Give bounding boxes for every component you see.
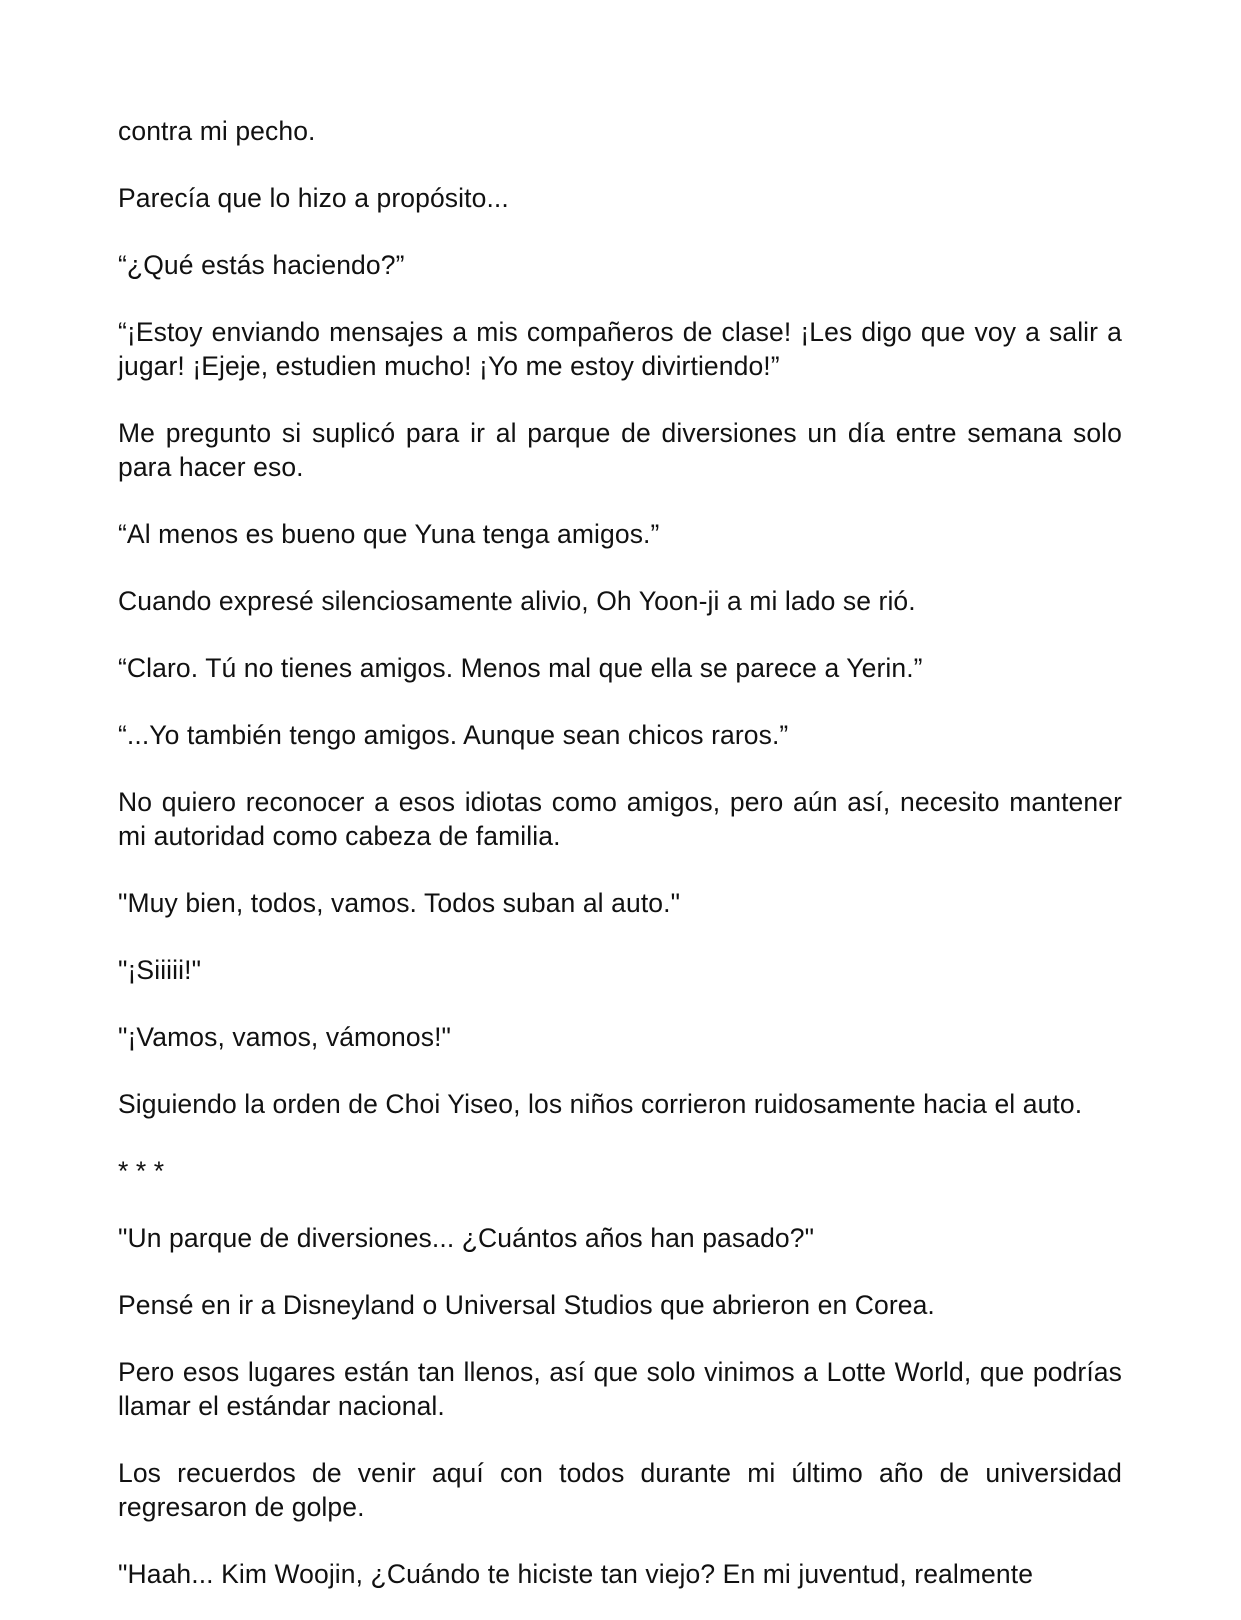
dialogue-line: "Haah... Kim Woojin, ¿Cuándo te hiciste tan viejo? En mi juventud, realmente	[118, 1559, 1034, 1589]
paragraph: Pensé en ir a Disneyland o Universal Studios que abrieron en Corea.	[118, 1290, 935, 1320]
dialogue-line: "Un parque de diversiones... ¿Cuántos años han pasado?"	[118, 1223, 815, 1253]
dialogue-line: "Muy bien, todos, vamos. Todos suban al auto."	[118, 888, 681, 918]
paragraph: No quiero reconocer a esos idiotas como amigos, pero aún así, necesito mantener mi autoridad como cabeza de familia.	[118, 787, 1122, 851]
body-text	[118, 114, 1122, 1620]
dialogue-line: “...Yo también tengo amigos. Aunque sean chicos raros.”	[118, 720, 789, 750]
paragraph: Parecía que lo hizo a propósito...	[118, 183, 509, 213]
dialogue-line: "¡Siiiii!"	[118, 955, 202, 985]
scene-break: * * *	[118, 1156, 165, 1186]
dialogue-line: “¡Estoy enviando mensajes a mis compañeros de clase! ¡Les digo que voy a salir a jugar! ¡Ejeje, estudien mucho! ¡Yo me estoy divirtiendo!”	[118, 317, 1122, 381]
dialogue-line: "¡Vamos, vamos, vámonos!"	[118, 1022, 452, 1052]
paragraph: Los recuerdos de venir aquí con todos durante mi último año de universidad regresaron de golpe.	[118, 1458, 1122, 1522]
paragraph: Me pregunto si suplicó para ir al parque de diversiones un día entre semana solo para hacer eso.	[118, 418, 1122, 482]
dialogue-line: “Claro. Tú no tienes amigos. Menos mal que ella se parece a Yerin.”	[118, 653, 923, 683]
dialogue-line: “¿Qué estás haciendo?”	[118, 250, 405, 280]
dialogue-line: “Al menos es bueno que Yuna tenga amigos.”	[118, 519, 660, 549]
paragraph: Pero esos lugares están tan llenos, así que solo vinimos a Lotte World, que podrías llamar el estándar nacional.	[118, 1357, 1122, 1421]
paragraph: contra mi pecho.	[118, 116, 316, 146]
paragraph: Cuando expresé silenciosamente alivio, Oh Yoon-ji a mi lado se rió.	[118, 586, 916, 616]
paragraph: Siguiendo la orden de Choi Yiseo, los niños corrieron ruidosamente hacia el auto.	[118, 1089, 1083, 1119]
